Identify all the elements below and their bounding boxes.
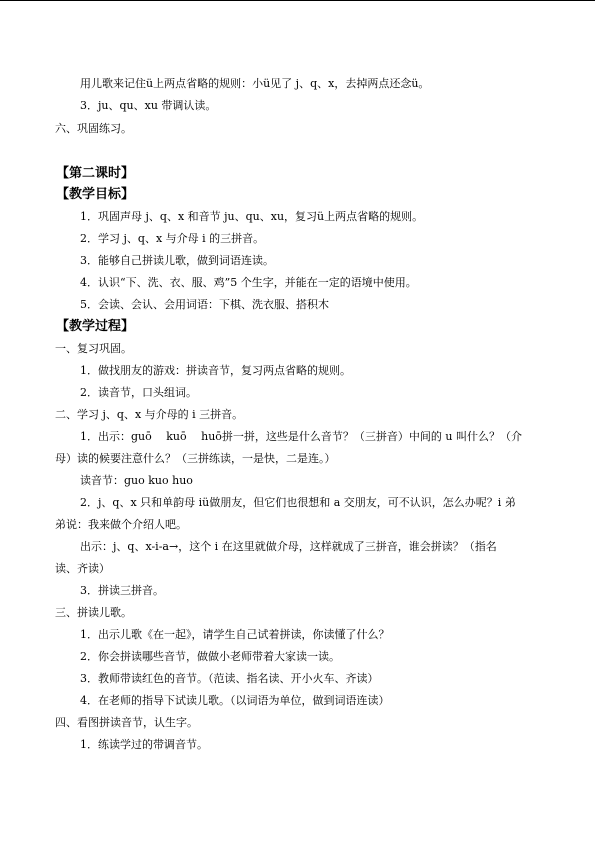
- lesson-heading: 【第二课时】: [56, 166, 135, 181]
- section-heading: 二、学习 j、q、x 与介母的 i 三拼音。: [55, 408, 244, 421]
- text-line: 弟说：我来做个介绍人吧。: [55, 518, 187, 531]
- goal-item: 5．会读、会认、会用词语：下棋、洗衣服、搭积木: [80, 298, 329, 311]
- section-heading: 四、看图拼读音节，认生字。: [55, 716, 198, 729]
- goal-item: 2．学习 j、q、x 与介母 i 的三拼音。: [80, 232, 265, 245]
- text-line: 1．出示：guō kuō huō拼一拼，这些是什么音节？（三拼音）中间的 u 叫什么？（介: [80, 430, 522, 443]
- goal-item: 3．能够自己拼读儿歌，做到词语连读。: [80, 254, 274, 267]
- section-heading: 一、复习巩固。: [55, 342, 132, 355]
- text-line: 3．ju、qu、xu 带调认读。: [80, 99, 217, 112]
- text-line: 出示：j、q、x-i-a→，这个 i 在这里就做介母，这样就成了三拼音，谁会拼读？（指名: [80, 540, 497, 553]
- goals-heading: 【教学目标】: [56, 187, 135, 202]
- top-rule: [0, 0, 595, 1]
- text-line: 2．你会拼读哪些音节，做做小老师带着大家读一读。: [80, 650, 340, 663]
- goal-item: 1．巩固声母 j、q、x 和音节 ju、qu、xu，复习ü上两点省略的规则。: [80, 210, 424, 223]
- section-heading: 三、拼读儿歌。: [55, 606, 132, 619]
- text-line: 母）读的候要注意什么？（三拼练读，一是快，二是连。）: [55, 452, 336, 465]
- text-line: 用儿歌来记住ü上两点省略的规则：小ü见了 j、q、x，去掉两点还念ü。: [80, 77, 430, 90]
- goal-item: 4．认识“下、洗、衣、服、鸡”5 个生字，并能在一定的语境中使用。: [80, 276, 417, 289]
- text-line: 2．j、q、x 只和单韵母 iü做朋友，但它们也很想和 a 交朋友，可不认识，怎么办呢？i 弟: [80, 496, 516, 509]
- text-line: 读音节：guo kuo huo: [80, 474, 193, 487]
- text-line: 4．在老师的指导下试读儿歌。（以词语为单位，做到词语连读）: [80, 694, 390, 707]
- text-line: 1．出示儿歌《在一起》，请学生自己试着拼读，你读懂了什么？: [80, 628, 390, 641]
- text-line: 读、齐读）: [55, 562, 110, 575]
- text-line: 3．教师带读红色的音节。（范读、指名读、开小火车、齐读）: [80, 672, 379, 685]
- text-line: 1．练读学过的带调音节。: [80, 738, 208, 751]
- text-line: 3．拼读三拼音。: [80, 584, 164, 597]
- text-line: 2．读音节，口头组词。: [80, 386, 197, 399]
- section-heading: 六、巩固练习。: [55, 122, 132, 135]
- text-line: 1．做找朋友的游戏：拼读音节，复习两点省略的规则。: [80, 364, 351, 377]
- process-heading: 【教学过程】: [56, 319, 135, 334]
